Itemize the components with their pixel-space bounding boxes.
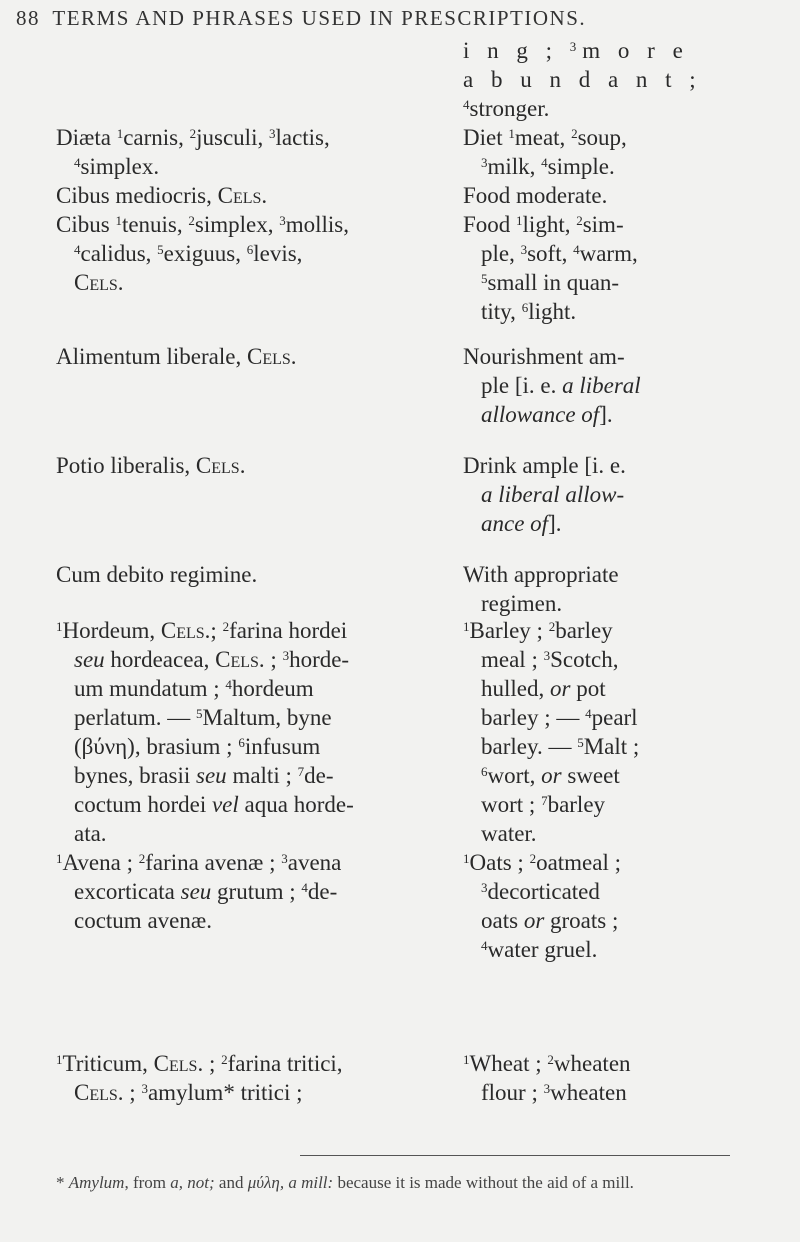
text-run: barley <box>547 792 606 817</box>
text-run: Triticum, <box>62 1051 154 1076</box>
italic-text: or <box>550 676 571 701</box>
note-number: 5 <box>157 242 164 257</box>
author-abbrev: Cels. <box>195 453 246 478</box>
note-number: 1 <box>516 213 523 228</box>
text-run: barley. — <box>481 734 578 759</box>
text-run: wheaten <box>553 1051 631 1076</box>
italic-text: a liberal allow- <box>481 482 625 507</box>
note-number: 1 <box>116 126 124 141</box>
text-run: Food moderate. <box>463 183 608 208</box>
text-run: tity, <box>481 299 522 324</box>
text-run: simplex. <box>80 154 160 179</box>
author-abbrev: Cels. <box>215 647 265 672</box>
note-number: 4 <box>481 938 488 953</box>
text-run: Oats ; <box>469 850 530 875</box>
text-run: de- <box>304 763 334 788</box>
text-run: mollis, <box>285 212 349 237</box>
english-translation <box>463 1049 763 1107</box>
note-number: 4 <box>74 242 81 257</box>
text-run: de- <box>307 879 338 904</box>
text-run: Avena ; <box>62 850 139 875</box>
text-run: avena <box>287 850 342 875</box>
text-run: Barley ; <box>469 618 549 643</box>
italic-text: ance of <box>481 511 549 536</box>
note-number: 3 <box>543 1081 551 1096</box>
text-run: horde- <box>289 647 350 672</box>
note-number: 5 <box>481 271 488 286</box>
italic-text: seu <box>180 879 212 904</box>
author-abbrev: Cels. <box>74 1080 124 1105</box>
text-run: Potio liberalis, <box>56 453 196 478</box>
text-run: wheaten <box>550 1080 627 1105</box>
note-number: 2 <box>188 213 195 228</box>
text-run: Cum debito regimine. <box>56 562 258 587</box>
text-run: grutum ; <box>211 879 302 904</box>
note-number: 4 <box>301 880 308 895</box>
text-run: oats <box>481 908 524 933</box>
page-number: 88 <box>16 6 40 30</box>
note-number: 1 <box>463 851 470 866</box>
text-run: barley <box>555 618 613 643</box>
text-run: levis, <box>253 241 303 266</box>
english-translation <box>463 181 763 210</box>
note-number: 7 <box>541 793 548 808</box>
text-run: Diæta <box>56 125 117 150</box>
note-number: 3 <box>268 126 276 141</box>
text-run: oatmeal ; <box>536 850 621 875</box>
text-run: sweet <box>561 763 620 788</box>
text-run: soft, <box>527 241 574 266</box>
note-number: 2 <box>571 126 578 141</box>
text-run: Food <box>463 212 517 237</box>
note-number: 1 <box>508 126 515 141</box>
note-number: 7 <box>297 764 305 779</box>
text-run: coctum hordei <box>74 792 212 817</box>
text-run: Cibus mediocris, <box>56 183 218 208</box>
text-run: ; <box>123 1080 142 1105</box>
text-run: hordeum <box>231 676 314 701</box>
note-number: 4 <box>573 242 580 257</box>
english-translation <box>463 342 763 429</box>
italic-text: a liberal <box>562 373 641 398</box>
latin-term <box>56 616 479 848</box>
note-number: 5 <box>196 706 203 721</box>
note-number: 3 <box>481 880 488 895</box>
note-number: 2 <box>529 851 537 866</box>
italic-text: a, not; <box>170 1173 215 1192</box>
text-run: light, <box>522 212 577 237</box>
latin-term <box>56 560 479 589</box>
text-run: jusculi, <box>196 125 269 150</box>
note-number: 2 <box>547 1052 554 1067</box>
note-number: 2 <box>138 851 146 866</box>
note-number: 4 <box>585 706 592 721</box>
italic-text: or <box>541 763 562 788</box>
text-run: regimen. <box>481 591 563 616</box>
text-run: wort, <box>487 763 542 788</box>
text-run: barley ; — <box>481 705 586 730</box>
text-run: simple. <box>547 154 615 179</box>
note-number: 2 <box>189 126 197 141</box>
latin-term <box>56 848 479 935</box>
english-translation <box>463 123 763 181</box>
latin-term <box>56 1049 479 1107</box>
text-run: hordeacea, <box>104 647 216 672</box>
text-run: because it is made without the aid of a mill. <box>333 1173 634 1192</box>
english-translation <box>463 210 763 326</box>
continuation-text: i n g ; $^3$m o r e a b u n d a n t ; $^4$stronger. <box>463 38 702 121</box>
author-abbrev: Cels. <box>153 1051 204 1076</box>
page-header <box>16 6 786 31</box>
text-run: Nourishment am- <box>463 344 625 369</box>
english-translation <box>463 451 763 538</box>
note-number: 3 <box>282 648 290 663</box>
text-run: sim- <box>582 212 624 237</box>
text-run: amylum* tritici ; <box>147 1080 303 1105</box>
note-number: 6 <box>521 300 529 315</box>
text-run: aqua horde- <box>238 792 354 817</box>
text-run: coctum avenæ. <box>74 908 212 933</box>
text-run: * <box>56 1173 69 1192</box>
italic-text: Amylum <box>68 1173 125 1192</box>
note-number: 1 <box>56 1052 63 1067</box>
text-run: ata. <box>74 821 107 846</box>
text-run: malti ; <box>226 763 298 788</box>
english-translation <box>463 616 763 848</box>
text-run: light. <box>528 299 577 324</box>
text-run: um mundatum ; <box>74 676 226 701</box>
note-number: 1 <box>115 213 122 228</box>
note-number: 4 <box>225 677 232 692</box>
text-run: Malt ; <box>583 734 640 759</box>
text-run: Scotch, <box>550 647 619 672</box>
text-run: ple [i. e. <box>481 373 563 398</box>
text-run: Hordeum, <box>62 618 161 643</box>
text-run: hulled, <box>481 676 550 701</box>
text-run: , from <box>124 1173 171 1192</box>
text-run: small in quan- <box>487 270 620 295</box>
text-run: Maltum, byne <box>202 705 332 730</box>
note-number: 4 <box>74 155 81 170</box>
italic-text: or <box>523 908 545 933</box>
text-run: Diet <box>463 125 509 150</box>
text-run: meal ; <box>481 647 544 672</box>
latin-term <box>56 181 479 210</box>
text-run: warm, <box>579 241 638 266</box>
latin-term <box>56 342 479 371</box>
latin-term <box>56 451 479 480</box>
note-number: 1 <box>56 619 63 634</box>
english-translation <box>463 560 763 618</box>
note-number: 6 <box>246 242 254 257</box>
note-number: 1 <box>463 1052 470 1067</box>
note-number: 1 <box>463 619 470 634</box>
text-run: ; <box>264 647 283 672</box>
english-translation <box>463 848 763 964</box>
text-run: Cibus <box>56 212 116 237</box>
latin-term <box>56 123 479 181</box>
note-number: 3 <box>481 155 488 170</box>
text-run: carnis, <box>123 125 190 150</box>
note-number: 3 <box>141 1081 148 1096</box>
text-run: water. <box>481 821 537 846</box>
text-run: soup, <box>577 125 627 150</box>
text-run: calidus, <box>80 241 158 266</box>
note-number: 3 <box>543 648 551 663</box>
text-run: ]. <box>599 402 613 427</box>
text-run: and <box>214 1173 248 1192</box>
author-abbrev: Cels. <box>246 344 297 369</box>
note-number: 6 <box>481 764 488 779</box>
text-run: ; <box>210 618 223 643</box>
text-run: Wheat ; <box>469 1051 548 1076</box>
footnote-divider <box>300 1155 730 1156</box>
note-number: 5 <box>577 735 584 750</box>
text-run: infusum <box>244 734 321 759</box>
note-number: 3 <box>279 213 286 228</box>
text-run: perlatum. — <box>74 705 196 730</box>
note-number: 2 <box>221 1052 228 1067</box>
text-run: water gruel. <box>487 937 598 962</box>
italic-text: μύλη, a mill: <box>247 1173 334 1192</box>
text-run: milk, <box>487 154 542 179</box>
text-run: wort ; <box>481 792 542 817</box>
text-run: farina hordei <box>229 618 348 643</box>
text-run: With appropriate <box>463 562 619 587</box>
note-number: 2 <box>222 619 230 634</box>
text-run: tenuis, <box>121 212 189 237</box>
text-run: bynes, brasii <box>74 763 197 788</box>
text-run: flour ; <box>481 1080 544 1105</box>
italic-text: vel <box>211 792 239 817</box>
text-run: decorticated <box>487 879 600 904</box>
running-title: TERMS AND PHRASES USED IN PRESCRIPTIONS. <box>52 6 587 30</box>
text-run: lactis, <box>275 125 330 150</box>
note-number: 3 <box>520 242 528 257</box>
italic-text: seu <box>196 763 227 788</box>
text-run: simplex, <box>194 212 280 237</box>
note-number: 4 <box>541 155 548 170</box>
text-run: groats ; <box>544 908 619 933</box>
text-run: pearl <box>591 705 638 730</box>
text-run: (βύνη), brasium ; <box>74 734 239 759</box>
text-run: ple, <box>481 241 521 266</box>
italic-text: allowance of <box>481 402 600 427</box>
text-run: ]. <box>548 511 562 536</box>
note-number: 2 <box>576 213 583 228</box>
text-run: pot <box>570 676 606 701</box>
text-run: Drink ample [i. e. <box>463 453 626 478</box>
note-number: 2 <box>548 619 556 634</box>
text-run: farina tritici, <box>227 1051 343 1076</box>
author-abbrev: Cels. <box>74 270 124 295</box>
author-abbrev: Cels. <box>160 618 211 643</box>
text-run: exiguus, <box>163 241 247 266</box>
text-run: excorticata <box>74 879 181 904</box>
note-number: 6 <box>238 735 245 750</box>
note-number: 1 <box>56 851 63 866</box>
text-run: meat, <box>514 125 572 150</box>
italic-text: seu <box>74 647 105 672</box>
text-run: Alimentum liberale, <box>56 344 247 369</box>
text-run: ; <box>203 1051 222 1076</box>
note-number: 3 <box>281 851 288 866</box>
footnote <box>56 1172 746 1193</box>
latin-term <box>56 210 479 297</box>
author-abbrev: Cels. <box>217 183 268 208</box>
text-run: farina avenæ ; <box>145 850 282 875</box>
